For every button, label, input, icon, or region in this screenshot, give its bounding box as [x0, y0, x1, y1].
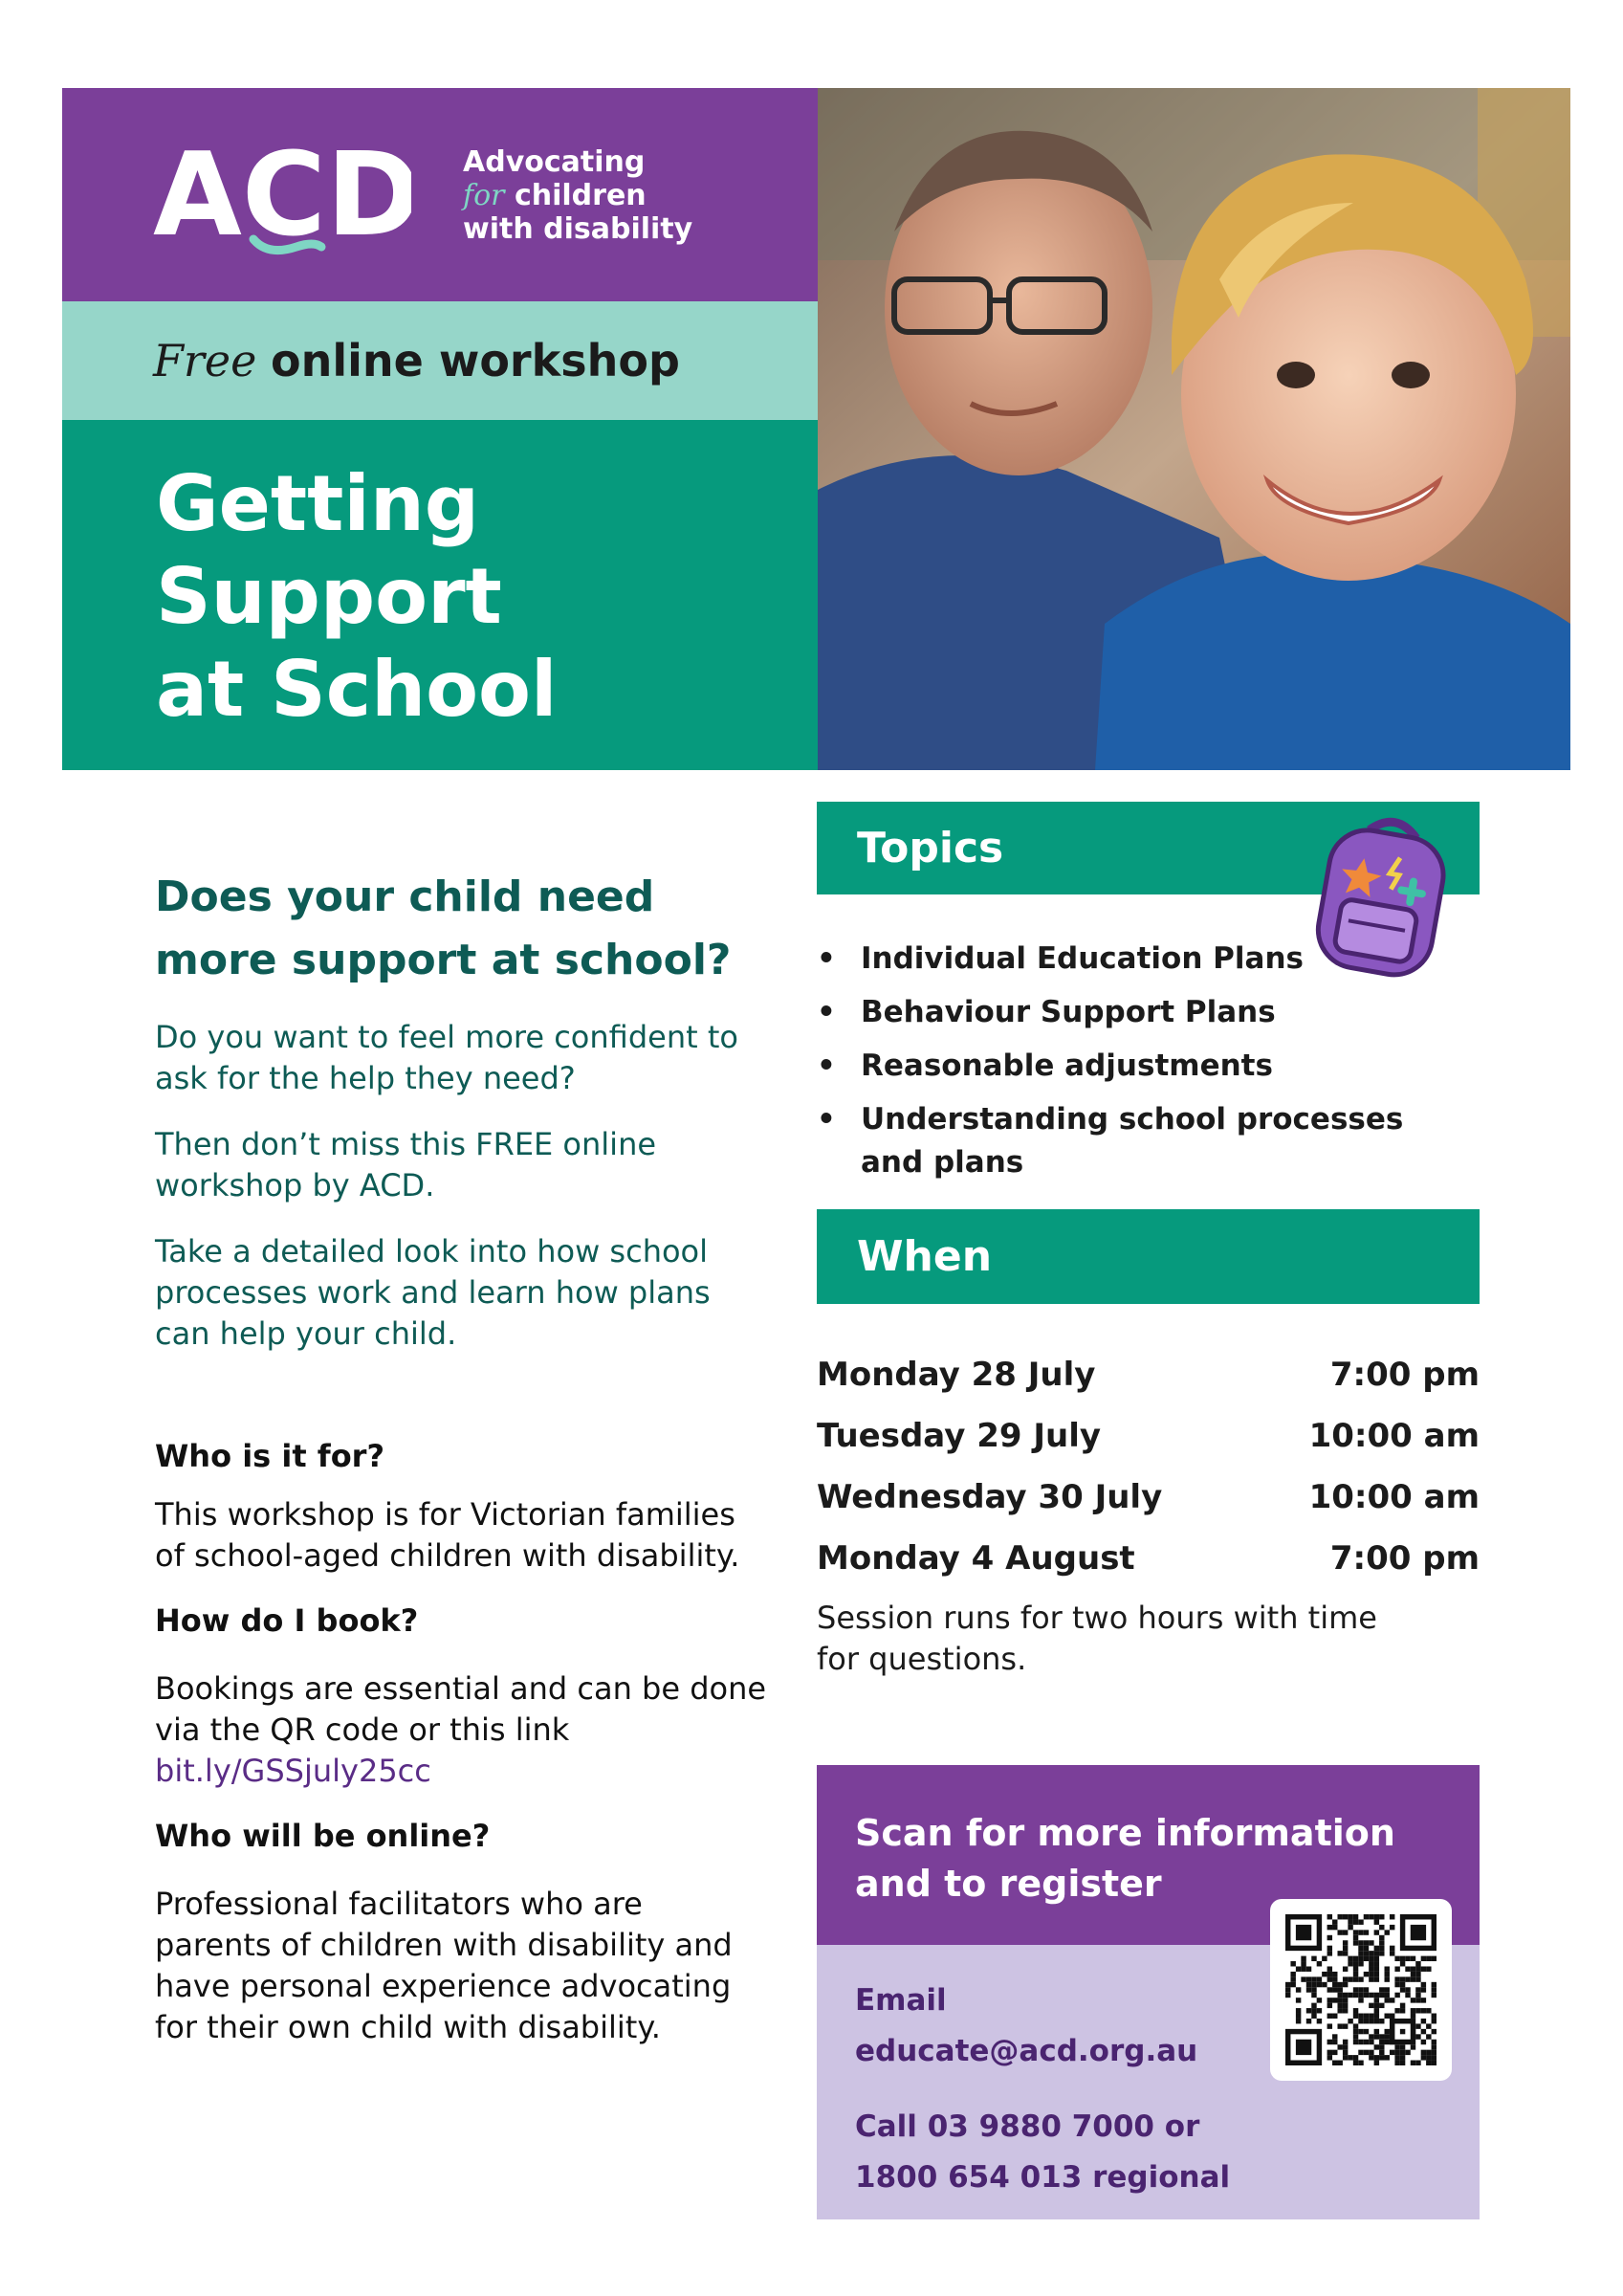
session-day: Monday 4 August [817, 1539, 1135, 1578]
free-online-workshop-label [153, 335, 680, 386]
left-column [155, 866, 767, 2048]
intro-paragraph-3: Take a detailed look into how school processes work and learn how plans can help your child. [155, 1233, 711, 1352]
email-label: Email [855, 1983, 947, 2018]
qr-code[interactable] [1270, 1899, 1452, 2081]
session-row [817, 1349, 1480, 1410]
list-item: • Understanding school processes and plans [817, 1098, 1410, 1184]
session-row [817, 1410, 1480, 1471]
free-word: Free [153, 335, 257, 386]
phone-line-1[interactable]: Call 03 9880 7000 or [855, 2109, 1200, 2144]
tagline-line-3: with disability [463, 212, 693, 246]
who-for-text: This workshop is for Victorian families of school-aged children with disability. [155, 1496, 740, 1574]
book-text-body: Bookings are essential and can be done via the QR code or this link [155, 1670, 767, 1748]
book-text [155, 1668, 767, 1792]
session-schedule [817, 1349, 1480, 1594]
qr-code-icon [1285, 1914, 1437, 2065]
question-heading: Does your child need more support at school? [155, 872, 732, 984]
session-note: Session runs for two hours with time for questions. [817, 1600, 1377, 1677]
page-title [156, 457, 749, 736]
title-line-1: Getting [156, 459, 480, 548]
tagline-line-1: Advocating [463, 145, 646, 179]
acd-logo-mark [153, 134, 411, 258]
online-workshop-words: online workshop [270, 335, 680, 386]
tagline-children: children [514, 179, 647, 212]
register-heading: Scan for more information and to register [855, 1812, 1395, 1905]
list-item: • Behaviour Support Plans [817, 991, 1467, 1034]
logo-tagline [463, 145, 692, 246]
online-heading: Who will be online? [155, 1818, 491, 1854]
topics-list [817, 938, 1467, 1195]
who-for-heading: Who is it for? [155, 1438, 385, 1474]
header-photo [818, 88, 1570, 770]
session-time: 10:00 am [1308, 1478, 1480, 1516]
tagline-for: for [463, 179, 505, 212]
man-and-child-photo-illustration [818, 88, 1570, 770]
session-time: 7:00 pm [1329, 1356, 1480, 1394]
booking-link[interactable]: bit.ly/GSSjuly25cc [155, 1753, 431, 1789]
book-heading: How do I book? [155, 1602, 419, 1639]
when-heading-bar [817, 1209, 1480, 1304]
intro-paragraph-1: Do you want to feel more confident to ask for the help they need? [155, 1019, 738, 1096]
online-text: Professional facilitators who are parents of children with disability and have personal experience advocating for their own child with disability. [155, 1886, 733, 2045]
email-address[interactable]: educate@acd.org.au [855, 2034, 1198, 2068]
topics-heading: Topics [857, 824, 1004, 872]
session-row [817, 1471, 1480, 1533]
logo-letters: ACD [153, 134, 411, 258]
list-item: • Reasonable adjustments [817, 1045, 1467, 1088]
session-time: 7:00 pm [1329, 1539, 1480, 1578]
phone-line-2[interactable]: 1800 654 013 regional [855, 2160, 1231, 2195]
session-day: Wednesday 30 July [817, 1478, 1163, 1516]
session-day: Monday 28 July [817, 1356, 1096, 1394]
tagline-line-2 [463, 179, 692, 212]
when-heading: When [857, 1232, 993, 1281]
intro-paragraph-2: Then don’t miss this FREE online workshop by ACD. [155, 1126, 657, 1203]
acd-logo [153, 134, 411, 258]
intro-text [155, 1017, 767, 1355]
session-day: Tuesday 29 July [817, 1417, 1102, 1455]
title-line-3: at School [156, 645, 558, 734]
session-row [817, 1533, 1480, 1594]
session-time: 10:00 am [1308, 1417, 1480, 1455]
list-item: • Individual Education Plans [817, 938, 1467, 981]
contact-details [855, 1976, 1276, 2203]
title-line-2: Support [156, 552, 502, 641]
